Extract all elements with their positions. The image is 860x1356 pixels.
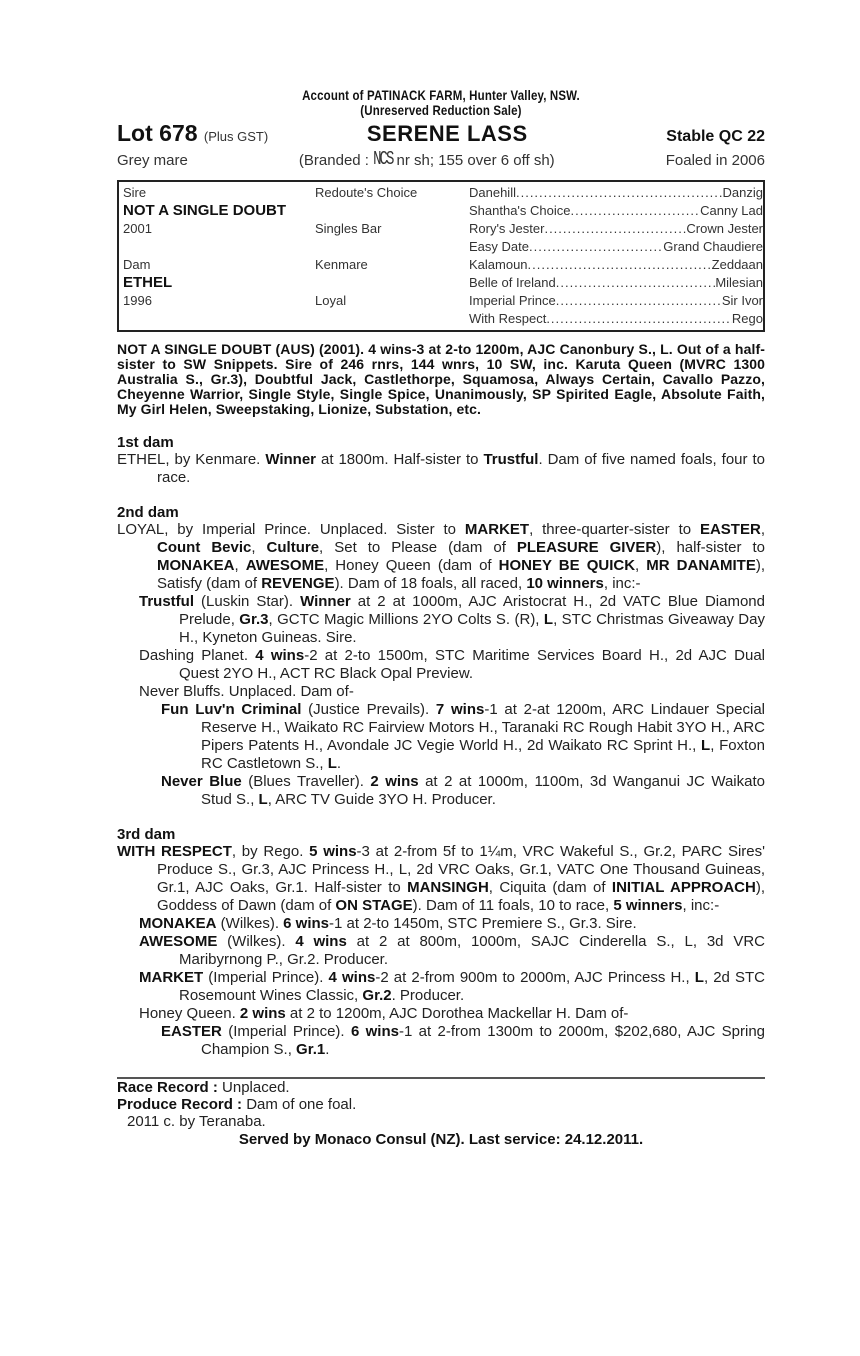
produce-entry-fun-luvn-criminal: Fun Luv'n Criminal (Justice Prevails). 7 wins-1 at 2-at 1200m, ARC Lindauer Special Reserve H., Waikato RC Fairview Motors H., Taranaki RC Rough Habit 3YO H., ARC Pipers Patents H., Avondale JC Vegie World H., 2d Waikato RC Sprint H., L, Foxton RC Castletown S., L.	[161, 701, 766, 772]
branding: (Branded : NCS nr sh; 155 over 6 off sh)	[298, 148, 555, 172]
produce-entry-monakea: MONAKEA (Wilkes). 6 wins-1 at 2-to 1450m, STC Premiere S., Gr.3. Sire.	[139, 915, 637, 932]
pedigree-great-grandparents	[469, 184, 763, 328]
dam-name: ETHEL	[123, 274, 173, 291]
dam-year: 1996	[123, 293, 152, 308]
sire-summary: NOT A SINGLE DOUBT (AUS) (2001). 4 wins-3 at 2-to 1200m, AJC Canonbury S., L. Out of a half-sister to SW Snippets. Sire of 246 rnrs, 144 wnrs, 10 SW, inc. Karuta Queen (MVRC 1300 Australia S., Gr.3), Doubtful Jack, Castlethorpe, Squamosa, Always Certain, Cavallo Pazzo, Cheyenne Warrior, Single Style, Single Spice, Unanimously, SP Spirited Eagle, Absolute Faith, My Girl Helen, Sweepstaking, Lionize, Substation, etc.	[117, 341, 765, 417]
horse-description	[117, 148, 765, 174]
race-record: Race Record : Unplaced.	[117, 1079, 290, 1096]
produce-entry-never-blue: Never Blue (Blues Traveller). 2 wins at 2 at 1000m, 1100m, 3d Wanganui JC Waikato Stud S., L, ARC TV Guide 3YO H. Producer.	[161, 773, 765, 808]
sex-colour: Grey mare	[117, 152, 188, 169]
service-note: Served by Monaco Consul (NZ). Last service: 24.12.2011.	[238, 1131, 644, 1148]
foaled-year: Foaled in 2006	[665, 152, 765, 169]
produce-entry-honey-queen: Honey Queen. 2 wins at 2 to 1200m, AJC Dorothea Mackellar H. Dam of-	[139, 1005, 629, 1022]
pedigree-entry: With Respect ..... Rego	[469, 310, 763, 328]
pedigree-entry: Belle of Ireland ..... Milesian	[469, 274, 763, 292]
pedigree-entry: Imperial Prince ..... Sir Ivor	[469, 292, 763, 310]
dam-sire: Kenmare	[315, 257, 368, 272]
vendor-account-line: Account of PATINACK FARM, Hunter Valley, NSW.	[302, 87, 580, 103]
produce-record: Produce Record : Dam of one foal.	[117, 1096, 357, 1113]
second-dam-text: LOYAL, by Imperial Prince. Unplaced. Sister to MARKET, three-quarter-sister to EASTER, Count Bevic, Culture, Set to Please (dam of PLEASURE GIVER), half-sister to MONAKEA, AWESOME, Honey Queen (dam of HONEY BE QUICK, MR DANAMITE), Satisfy (dam of REVENGE). Dam of 18 foals, all raced, 10 winners, inc:-	[117, 521, 765, 592]
first-dam-text: ETHEL, by Kenmare. Winner at 1800m. Half-sister to Trustful. Dam of five named foals, four to race.	[117, 451, 765, 486]
produce-entry-easter: EASTER (Imperial Prince). 6 wins-1 at 2-from 1300m to 2000m, $202,680, AJC Spring Champion S., Gr.1.	[161, 1023, 766, 1058]
catalogue-page	[117, 88, 765, 1148]
sale-note: (Unreserved Reduction Sale)	[360, 102, 522, 118]
first-dam-heading: 1st dam	[117, 434, 174, 451]
third-dam-text: WITH RESPECT, by Rego. 5 wins-3 at 2-from 5f to 1¼m, VRC Wakeful S., Gr.2, PARC Sires' Produce S., Gr.3, AJC Princess H., L, 2d VRC Oaks, Gr.1, VATC One Thousand Guineas, Gr.1, AJC Oaks, Gr.1. Half-sister to MANSINGH, Ciquita (dam of INITIAL APPROACH), Goddess of Dawn (dam of ON STAGE). Dam of 11 foals, 10 to race, 5 winners, inc:-	[117, 843, 766, 914]
horse-name: SERENE LASS	[366, 121, 528, 146]
dam-label: Dam	[123, 257, 151, 272]
sire-year: 2001	[123, 221, 152, 236]
sire-name: NOT A SINGLE DOUBT	[123, 202, 287, 219]
lot-number: Lot 678 (Plus GST)	[117, 120, 269, 146]
produce-foal: 2011 c. by Teranaba.	[127, 1113, 266, 1130]
pedigree-grandparents	[315, 184, 465, 310]
produce-entry-dashing-planet: Dashing Planet. 4 wins-2 at 2-to 1500m, STC Maritime Services Board H., 2d AJC Dual Quest 2YO H., ACT RC Black Opal Preview.	[139, 647, 765, 682]
dam-dam: Loyal	[315, 293, 347, 308]
third-dam-heading: 3rd dam	[117, 826, 176, 843]
stable-location: Stable QC 22	[666, 128, 765, 145]
lot-header	[117, 120, 765, 146]
lot-gst-note: (Plus GST)	[203, 129, 269, 144]
produce-entry-market: MARKET (Imperial Prince). 4 wins-2 at 2-from 900m to 2000m, AJC Princess H., L, 2d STC Rosemount Wines Classic, Gr.2. Producer.	[139, 969, 766, 1004]
produce-entry-awesome: AWESOME (Wilkes). 4 wins at 2 at 800m, 1000m, SAJC Cinderella S., L, 3d VRC Maribyrnong P., Gr.2. Producer.	[139, 933, 765, 968]
produce-entry-never-bluffs: Never Bluffs. Unplaced. Dam of-	[139, 683, 354, 700]
brand-mark-icon: NCS	[373, 148, 393, 172]
pedigree-parents	[123, 184, 313, 310]
produce-entry-trustful: Trustful (Luskin Star). Winner at 2 at 1000m, AJC Aristocrat H., 2d VATC Blue Diamond Prelude, Gr.3, GCTC Magic Millions 2YO Colts S. (R), L, STC Christmas Giveaway Day H., Kyneton Guineas. Sire.	[139, 593, 765, 646]
sire-dam: Singles Bar	[315, 221, 382, 236]
pedigree-entry: Rory's Jester ..... Crown Jester	[469, 220, 763, 238]
second-dam-heading: 2nd dam	[117, 504, 179, 521]
pedigree-entry: Shantha's Choice ..... Canny Lad	[469, 202, 763, 220]
pedigree-table	[117, 180, 765, 332]
pedigree-entry: Danehill ..... Danzig	[469, 184, 763, 202]
sire-sire: Redoute's Choice	[315, 185, 418, 200]
sire-label: Sire	[123, 185, 147, 200]
pedigree-entry: Kalamoun ..... Zeddaan	[469, 256, 763, 274]
pedigree-entry: Easy Date ..... Grand Chaudiere	[469, 238, 763, 256]
